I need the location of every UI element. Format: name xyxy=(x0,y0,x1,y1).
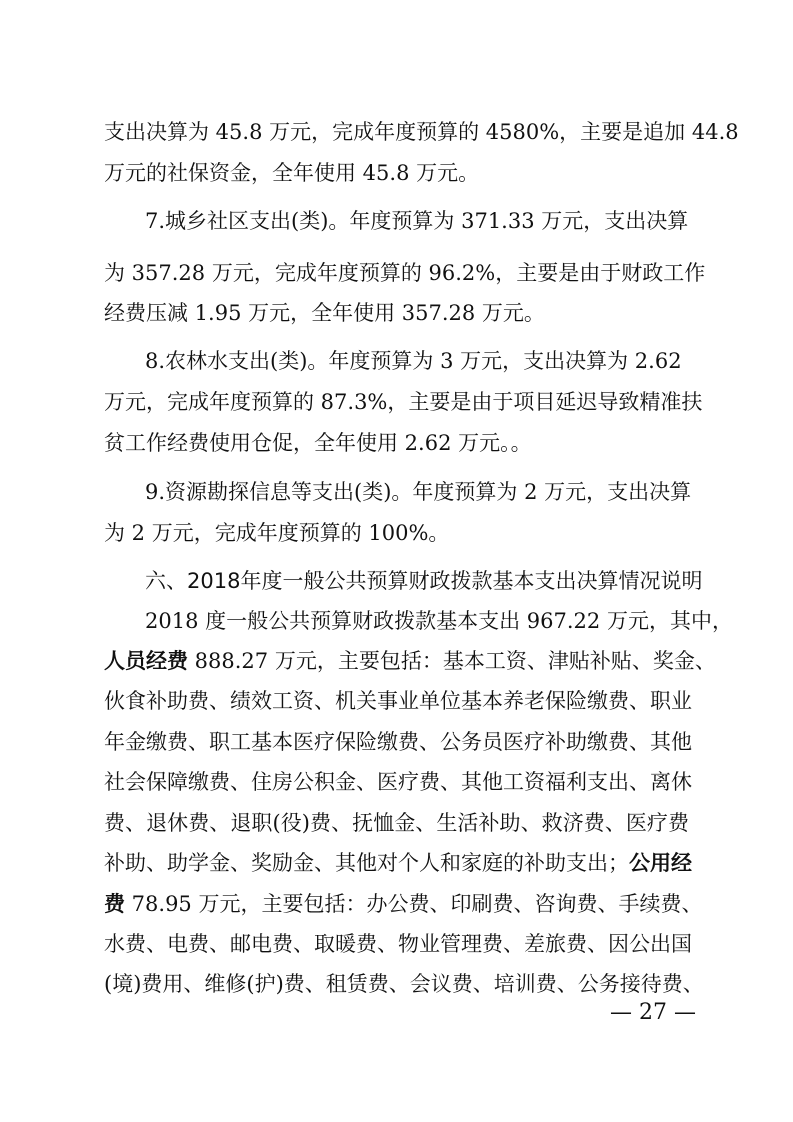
paragraph-line: (境)费用、维修(护)费、租赁费、会议费、培训费、公务接待费、 xyxy=(104,972,704,996)
paragraph-line: 年金缴费、职工基本医疗保险缴费、公务员医疗补助缴费、其他 xyxy=(104,730,692,754)
paragraph-line: 9.资源勘探信息等支出(类)。年度预算为 2 万元，支出决算 xyxy=(145,480,692,504)
paragraph-line xyxy=(104,646,716,676)
paragraph-text: 78.95 万元，主要包括：办公费、印刷费、咨询费、手续费、 xyxy=(125,892,703,916)
paragraph-line: 2018 度一般公共预算财政拨款基本支出 967.22 万元，其中， xyxy=(145,609,733,633)
paragraph-line: 支出决算为 45.8 万元，完成年度预算的 4580%，主要是追加 44.8 xyxy=(104,120,739,144)
paragraph-line: 为 357.28 万元，完成年度预算的 96.2%，主要是由于财政工作 xyxy=(104,261,706,285)
paragraph-line: 费、退休费、退职(役)费、抚恤金、生活补助、救济费、医疗费 xyxy=(104,811,689,835)
paragraph-line: 经费压减 1.95 万元，全年使用 357.28 万元。 xyxy=(104,301,545,325)
paragraph-line: 为 2 万元，完成年度预算的 100%。 xyxy=(104,521,450,545)
paragraph-line xyxy=(104,889,702,919)
paragraph-line: 水费、电费、邮电费、取暖费、物业管理费、差旅费、因公出国 xyxy=(104,932,692,956)
paragraph-text: 补助、助学金、奖励金、其他对个人和家庭的补助支出； xyxy=(104,851,629,875)
paragraph-line: 伙食补助费、绩效工资、机关事业单位基本养老保险缴费、职业 xyxy=(104,689,692,713)
bold-term-public-cont: 费 xyxy=(104,892,125,916)
paragraph-line: 贫工作经费使用仓促，全年使用 2.62 万元。。 xyxy=(104,431,532,455)
section-heading: 六、2018年度一般公共预算财政拨款基本支出决算情况说明 xyxy=(145,569,703,593)
paragraph-line: 万元的社保资金，全年使用 45.8 万元。 xyxy=(104,161,480,185)
paragraph-line xyxy=(104,848,692,878)
paragraph-line: 社会保障缴费、住房公积金、医疗费、其他工资福利支出、离休 xyxy=(104,770,692,794)
paragraph-line: 7.城乡社区支出(类)。年度预算为 371.33 万元，支出决算 xyxy=(145,209,689,233)
paragraph-line: 8.农林水支出(类)。年度预算为 3 万元，支出决算为 2.62 xyxy=(145,349,682,373)
bold-term-personnel: 人员经费 xyxy=(104,649,188,673)
paragraph-text: 888.27 万元，主要包括：基本工资、津贴补贴、奖金、 xyxy=(188,649,716,673)
page-number: — 27 — xyxy=(610,1000,696,1025)
paragraph-line: 万元，完成年度预算的 87.3%，主要是由于项目延迟导致精准扶 xyxy=(104,390,703,414)
bold-term-public: 公用经 xyxy=(629,851,692,875)
